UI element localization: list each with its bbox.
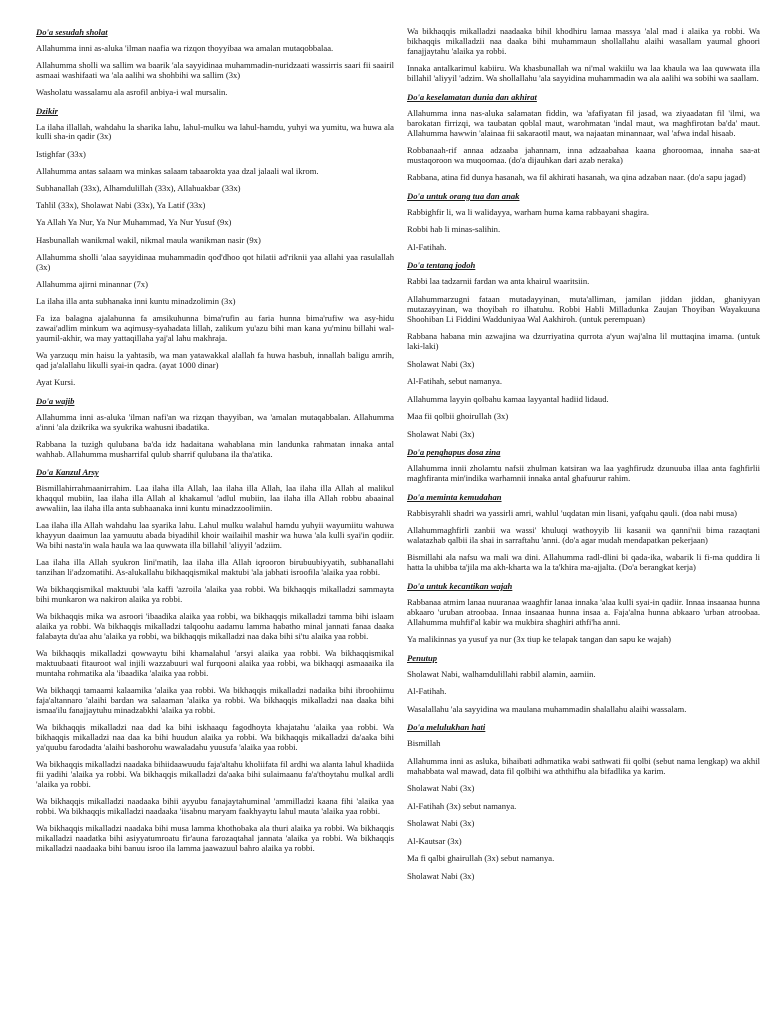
prayer-paragraph: Ma fi qalbi ghairullah (3x) sebut namanya. — [407, 853, 555, 864]
prayer-paragraph: Al-Fatihah. — [407, 241, 447, 252]
prayer-paragraph: Allahumma ajirni minannar (7x) — [36, 278, 148, 289]
prayer-paragraph: Al-Fatihah, sebut namanya. — [407, 376, 502, 387]
prayer-paragraph: La ilaha illa anta subhanaka inni kuntu minadzolimin (3x) — [36, 296, 236, 307]
section-heading-penutup: Penutup — [407, 652, 438, 663]
prayer-paragraph: Subhanallah (33x), Alhamdulillah (33x), Allahuakbar (33x) — [36, 183, 241, 194]
prayer-paragraph: Maa fii qolbii ghoirullah (3x) — [407, 411, 509, 422]
prayer-paragraph: Rabbana habana min azwajina wa dzurriyatina qurrota a'yun waj'alna lil muttaqina imama. (untuk laki-laki) — [407, 331, 760, 352]
prayer-paragraph: Wa bikhaqqis mikalladzi naadaka bihi musa lamma khothobaka ala thuri alaika ya robbi. Wa bikhaqqis mikalladzi naadatka bihi asiyyatumroatu fir'auna farozaqtahal jannata 'alaika ya robbi. Wa bikhaqqis mikalladzi naadaaka bihi banuu isroo ila lamma jaawazuul bahro alaika ya robbi. — [36, 823, 394, 854]
left-column — [36, 27, 394, 861]
prayer-paragraph: Sholawat Nabi (3x) — [407, 870, 475, 881]
prayer-paragraph: Bismillahirrahmaanirrahim. Laa ilaha illa Allah, laa ilaha illa Allah, laa ilaha illa Allah al malikul khaqqul mubiin, laa ilaha illa Allah al khakamul 'adlul mubiin, laa ilaha illa Allah robbu abaainal awwaliin, laa ilaha illa anta subhaanaka inni kuntu minadzzoolimiin. — [36, 482, 394, 513]
prayer-paragraph: Ya Allah Ya Nur, Ya Nur Muhammad, Ya Nur Yusuf (9x) — [36, 217, 232, 228]
prayer-paragraph: Istighfar (33x) — [36, 148, 86, 159]
prayer-paragraph: Allahumma sholli 'alaa sayyidinaa muhammadin qod'dhoo qot hilatii ad'riknii yaa allahi yaa rasulallah (3x) — [36, 251, 394, 272]
prayer-paragraph: La ilaha illallah, wahdahu la sharika lahu, lahul-mulku wa lahul-hamdu, yuhyi wa yumitu, wa huwa ala kulli sha-in qadir (3x) — [36, 121, 394, 142]
prayer-paragraph: Ya malikinnas ya yusuf ya nur (3x tiup ke telapak tangan dan sapu ke wajah) — [407, 634, 672, 645]
prayer-paragraph: Allahumma inni as asluka, bihaibati adhmatika wabi sathwati fii qolbi (sebut nama lengkap) wa akhil mahabbata wal mawad, data fil qolbihi wa aththifhu ala bifadlika ya karim. — [407, 755, 760, 776]
prayer-paragraph: Allahumma sholli wa sallim wa baarik 'ala sayyidinaa muhammadin-nuridzaati wassirris saari fii saairil asmaai washifaati wa 'ala aalihi wa shohbihi wa sallim (3x) — [36, 60, 394, 81]
section-heading-do-a-meminta-kemudahan: Do'a meminta kemudahan — [407, 491, 502, 502]
section-heading-do-a-kanzul-arsy: Do'a Kanzul Arsy — [36, 466, 99, 477]
prayer-paragraph: Allahumma inni as-aluka 'ilman nafi'an wa rizqan thayyiban, wa 'amalan mutaqabbalan. Allahumma a'inni 'ala dzikrika wa syukrika wahusni ibadatika. — [36, 411, 394, 432]
prayer-paragraph: Sholawat Nabi (3x) — [407, 358, 475, 369]
section-heading-do-a-sesudah-sholat: Do'a sesudah sholat — [36, 27, 108, 37]
prayer-paragraph: Rabbighfir li, wa li walidayya, warham huma kama rabbayani shagira. — [407, 206, 649, 217]
prayer-paragraph: Wa yarzuqu min haisu la yahtasib, wa man yatawakkal alallah fa huwa hasbuh, innallah baligu amrih, qad ja'alallahu likulli syai-in qadra. (ayat 1000 dinar) — [36, 350, 394, 371]
prayer-paragraph: Al-Fatihah. — [407, 686, 447, 697]
prayer-paragraph: Wasalallahu 'ala sayyidina wa maulana muhammadin shalallahu alaihi wassalam. — [407, 703, 687, 714]
prayer-paragraph: Wa bikhaqqis mikalladzi naadaka bihiidaawuudu faja'altahu kholiifata fil ardhi wa alanta lahul khadiida fii yadihi 'alaika ya robbi. Wa bikhaqqis mikalladzi da'aaka bihi sulaimaanu fa'a'thoytahu mulkal ardli 'alaika ya robbi. — [36, 759, 394, 790]
prayer-paragraph: Rabbisyrahli shadri wa yassirli amri, wahlul 'uqdatan min lisani, yafqahu qauli. (doa nabi musa) — [407, 507, 737, 518]
section-heading-do-a-untuk-orang-tua-dan-anak: Do'a untuk orang tua dan anak — [407, 190, 520, 201]
prayer-paragraph: Ayat Kursi. — [36, 377, 76, 388]
prayer-paragraph: Allahumma inni as-aluka 'ilman naafia wa rizqon thoyyibaa wa amalan mutaqobbalaa. — [36, 43, 334, 53]
prayer-paragraph: Al-Fatihah (3x) sebut namanya. — [407, 800, 517, 811]
prayer-paragraph: Hasbunallah wanikmal wakil, nikmal maula wanikman nasir (9x) — [36, 234, 261, 245]
prayer-paragraph: Bismillahi ala nafsu wa mali wa dini. Allahumma radl-dlini bi qada-ika, wabarik li fi-ma quddira li hatta la uhibba ta'jila ma akh-kharta wa la ta'khira ma-ajjalta. (Do'a berangkat kerja) — [407, 552, 760, 573]
prayer-paragraph: Allahumma antas salaam wa minkas salaam tabaarokta yaa dzal jalaali wal ikrom. — [36, 165, 319, 176]
prayer-paragraph: Allahumma layyin qolbahu kamaa layyantal hadiid lidaud. — [407, 393, 609, 404]
prayer-paragraph: Rabbi laa tadzarnii fardan wa anta khairul waaritsiin. — [407, 276, 590, 287]
section-heading-do-a-melulukhan-hati: Do'a melulukhan hati — [407, 722, 486, 733]
prayer-paragraph: Tahlil (33x), Sholawat Nabi (33x), Ya Latif (33x) — [36, 200, 206, 211]
prayer-paragraph: Rabbanaa atmim lanaa nuuranaa waaghfir lanaa innaka 'alaa kulli syai-in qadiir. Innaa insaanaa hunna abkaaro 'uruban atroobaa. Innaa insaanaa hunna insaa a. Faja'alna hunna abkaaro 'urban atroobaa. Allahumma muhfif'al kabir wa mukbira shaghiri athfi'ha anni. — [407, 596, 760, 627]
right-column — [407, 27, 760, 889]
prayer-paragraph: Wa bikhaqqis mika wa asroori 'ibaadika alaika yaa robbi, wa bikhaqqis mikalladzi tamma bihi islaam alaika ya robbi. Wa bikhaqqis mikalladzi talqoohu aadamu lamma habatho minal jannati fanaa daaka falabayta du'aa ahu 'alaika ya robbi, wa bikhaqqis mikalladzi naa daka bihi si'tu alaika yaa robbi. — [36, 611, 394, 641]
prayer-paragraph: Rabbana la tuzigh qulubana ba'da idz hadaitana wahablana min landunka rahmatan innaka antal wahhab. Allahumma musharrifal qulub sharrif qulubana ila tha'atika. — [36, 438, 394, 459]
prayer-paragraph: Al-Kautsar (3x) — [407, 835, 462, 846]
prayer-paragraph: Wa bikhaqqis mikalladzi naadaaka bihii ayyubu fanajaytahuminal 'ammilladzi kaana fihi 'alaika yaa robbi. Wa bikhaqqis mikalladzi naadaaka 'iisabnu maryam faakhyaytu lahul mauta 'alaika yaa robbi. — [36, 796, 394, 817]
prayer-paragraph: Sholawat Nabi (3x) — [407, 428, 475, 439]
prayer-paragraph: Bismillah — [407, 738, 441, 749]
prayer-paragraph: Allahumma innii zholamtu nafsii zhulman katsiran wa laa yaghfirudz dzunuuba illaa anta faghfirlii maghfiranta min'indika warhamnii innaka antal ghafuurur rahim. — [407, 463, 760, 484]
prayer-paragraph: Sholawat Nabi (3x) — [407, 818, 475, 829]
prayer-paragraph: Allahummaghfirli zanbii wa wassi' khuluqi wathoyyib lii kasanii wa qanni'nii bima razaqtani walatazhab qalbii ila shai in sarraftahu 'anni. (do'a agar mudah mendapatkan pekerjaan) — [407, 525, 760, 545]
prayer-paragraph: Robbi hab li minas-salihin. — [407, 224, 501, 235]
prayer-paragraph: Sholawat Nabi (3x) — [407, 783, 475, 794]
prayer-paragraph: Sholawat Nabi, walhamdulillahi rabbil alamin, aamiin. — [407, 668, 596, 679]
prayer-paragraph: Washolatu wassalamu ala asrofil anbiya-i wal mursalin. — [36, 87, 228, 98]
section-heading-do-a-penghapus-dosa-zina: Do'a penghapus dosa zina — [407, 447, 501, 458]
prayer-paragraph: Wa bikhaqqis mikalladzi qowwaytu bihi khamalahul 'arsyi alaika yaa robbi. Wa bikhaqqismikal maktuubaati fitauroot wal injili wazzabuuri wal furqooni alaika yaa robbi, wa bikhaqqi asmaaaika ila muntaha rohmatika ala 'ibaadika 'alaika yaa robbi. — [36, 648, 394, 678]
section-heading-do-a-untuk-kecantikan-wajah: Do'a untuk kecantikan wajah — [407, 580, 513, 591]
prayer-paragraph: Wa bikhaqqi tamaami kalaamika 'alaika yaa robbi. Wa bikhaqqis mikalladzi nadaika bihi ibroohiimu faja'altannaro 'alaihi bardan wa salaaman 'alaika ya robbi. Wa bikhaqqis mikalladzi naa daaka bihi ismaa'ilu fanajjaytuhu minadzabkhi 'alaika ya robbi. — [36, 685, 394, 715]
prayer-paragraph: Robbanaah-rif annaa adzaaba jahannam, inna adzaabahaa kaana ghoroomaa, innaha saa-at mustaqoroon wa muqoomaa. (do'a dijauhkan dari azab neraka) — [407, 145, 760, 165]
section-heading-dzikir: Dzikir — [36, 105, 58, 116]
prayer-paragraph: Fa iza balagna ajalahunna fa amsikuhunna bima'rufin au faria hunna bima'rufiw wa asy-hidu zawai'adlim minkum wa aqimusy-syahadata lillah, zalikum yu'azu bihi man kana yu'minu billahi wal-yaumil-akhir, wa may yattaqillaha yaj'al lahu makhraja. — [36, 313, 394, 344]
prayer-paragraph: Laa ilaha illa Allah syukron lini'matih, laa ilaha illa Allah iqrooron birubuubiyyatih, subhanallahi tanzihan li'adzomatihi. As-alukallahu bikhaqqismikal maktubi 'ala jabhati isroofila 'alaika yaa robbi. — [36, 556, 394, 577]
prayer-paragraph: Wa bikhaqqis mikalladzi naa dad ka bihi iskhaaqu fagodhoyta khajatahu 'alaika yaa robbi. Wa bikhaqqis mikalladzi naa daa ka bihi huudun alaika ya robbi. Wa bikhaqqis mikalladzi da'aaka bihi ya'quubu farodadta 'alaihi bashorohu wawaladahu yuusufa 'alaika yaa robbi. — [36, 722, 394, 753]
prayer-paragraph: Allahummarzugni fataan mutadayyinan, muta'alliman, jamilan jiddan jiddan, ghaniyyan mutazayyinan, wa thoyibah ro ilhatuhu. Robbi Habli Milladunka Zaujan Thoyiban Wayakuuna Shoohiban Li Fiddini Wadduniyaa Wal Aakhiroh. (untuk perempuan) — [407, 293, 760, 324]
section-heading-do-a-keselamatan-dunia-dan-akhirat: Do'a keselamatan dunia dan akhirat — [407, 91, 537, 102]
prayer-paragraph: Wa bikhaqqismikal maktuubi 'ala kaffi 'azroila 'alaika yaa robbi. Wa bikhaqqis mikalladzi sammayta bihi munkaron wa nakiron alaika ya robbi. — [36, 584, 394, 604]
section-heading-do-a-tentang-jodoh: Do'a tentang jodoh — [407, 260, 476, 271]
prayer-paragraph: Innaka antalkarimul kabiiru. Wa khasbunallah wa ni'mal wakiilu wa laa khaula wa laa quwwata illa billahil 'aliyyil 'adzim. Wa shollallahu 'ala sayyidina muhammadin wa ala aalihi wa sobihi wa saallam. — [407, 63, 760, 84]
section-heading-do-a-wajib: Do'a wajib — [36, 395, 75, 406]
prayer-paragraph: Rabbana, atina fid dunya hasanah, wa fil akhirati hasanah, wa qina adzaban naar. (do'a sapu jagad) — [407, 172, 746, 183]
prayer-paragraph: Wa bikhaqqis mikalladzi naadaaka bihil khodhiru lamaa massya 'alal mad i alaika ya robbi. Wa bikhaqqis mikalladzii naa daaka bihi muhammaun shollallahu alaihi wasallam yaumal ghoori fanajjaytahu 'alaika ya robbi. — [407, 26, 760, 56]
prayer-paragraph: Laa ilaha illa Allah wahdahu laa syarika lahu. Lahul mulku walahul hamdu yuhyii wayumiitu wahuwa khayyun daaimun laa yamuutu abada biyadihil khoir wailaihil mashir wa huwa 'ala kulli syai'in qodiir. Wa bihi nasta'in wala haula wa laa quwwata illa billahil 'aliyyil 'adziim. — [36, 519, 394, 550]
prayer-paragraph: Allahumma inna nas-aluka salamatan fiddin, wa 'afafiyatan fil jasad, wa ziyaadatan fil 'ilmi, wa barokatan firrizqi, wa taubatan qoblal maut, warohmatan 'indal maut, wa maghfirotan ba'da' maut. Allahumma hawwin 'alainaa fii sakaraotil maut, wa najaatan minannaar, wal 'afwa indal hisaab. — [407, 107, 760, 138]
